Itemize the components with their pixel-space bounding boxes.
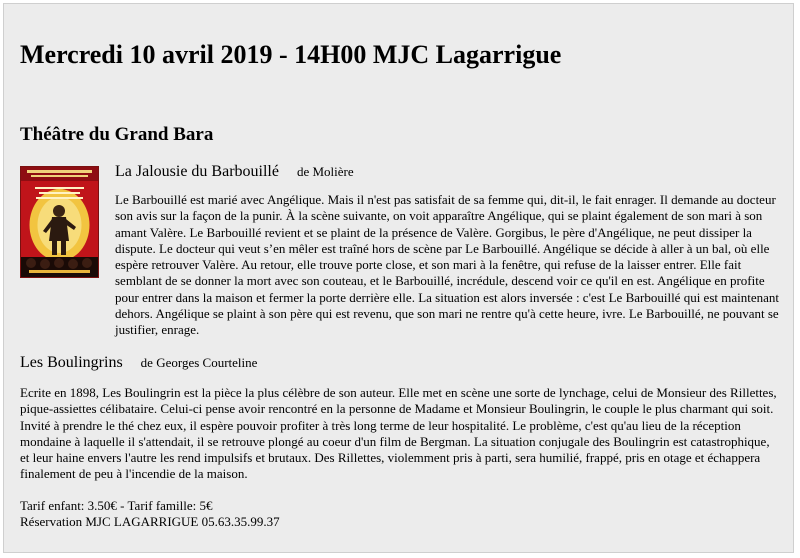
play-description-text: Le Barbouillé est marié avec Angélique. Mais il n'est pas satisfait de sa femme qui, dit-il, le fait enrager. Il demande au docteur son avis sur la façon de la punir. À la scène suivante, on voit apparaître Angélique, qui se plaint également de son mari à son amant Valère. Le Barbouillé revient et se plaint de la présence de Valère. Gorgibus, le père d'Angélique, ne peut dissiper la dispute. Le docteur qui veut s’en mêler est traîné hors de scène par Le Barbouillé. Angélique se décide à aller à un bal, où elle espère retrouver Valère. Au retour, elle trouve porte close, et son mari à la fenêtre, qui refuse de la laisser entrer. Elle fait semblant de se donner la mort avec son couteau, et le Barbouillé, incrédule, descend voir ce qu'il en est. Angélique en profite pour entrer dans la maison et fermer la porte derrière elle. La situation est alors inversée : c'est Le Barbouillé qui est maintenant dehors. Angélique se plaint à son père qui est revenu, que son mari ne rentre qu'à cette heure, ivre. Le Barbouillé, ne pouvant se justifier, enrage. <box>115 192 780 338</box>
play-heading-2 <box>20 353 257 373</box>
section-title: Théâtre du Grand Bara <box>20 124 214 145</box>
play-poster-image <box>20 166 99 278</box>
play-description-text: Ecrite en 1898, Les Boulingrin est la pièce la plus célèbre de son auteur. Elle met en scène une sorte de lynchage, celui de Monsieur des Rillettes, pique-assiettes célibataire. Celui-ci pense avoir rencontré en la personne de Madame et Monsieur Boulingrin, le couple le plus charmant qui soit. Invité à prendre le thé chez eux, il espère pouvoir profiter à très long terme de leur hospitalité. Le problème, c'est qu'au lieu de la réception mondaine à laquelle il s'attendait, il se retrouve plongé au coeur d'un film de Bergman. La situation conjugale des Boulingrin est catastrophique, et leur haine envers l'autre les rend impulsifs et brutaux. Des Rillettes, violemment pris à parti, sera humilié, frappé, pris en otage et échappera finalement de peu à l'incendie de la maison. <box>20 385 777 482</box>
play-title: Les Boulingrins <box>20 354 123 371</box>
event-title: Mercredi 10 avril 2019 - 14H00 MJC Lagarrigue <box>20 40 562 69</box>
pricing-info <box>20 498 280 530</box>
content-panel <box>3 3 794 553</box>
play-description-2 <box>20 385 782 483</box>
tarif-line: Tarif enfant: 3.50€ - Tarif famille: 5€ <box>20 498 213 513</box>
play-title: La Jalousie du Barbouillé <box>115 163 279 180</box>
play-description-1 <box>115 192 780 339</box>
play-author: de Molière <box>296 164 354 179</box>
play-author: de Georges Courteline <box>140 355 258 370</box>
play-heading-1 <box>115 162 354 182</box>
reservation-line: Réservation MJC LAGARRIGUE 05.63.35.99.37 <box>20 514 280 529</box>
